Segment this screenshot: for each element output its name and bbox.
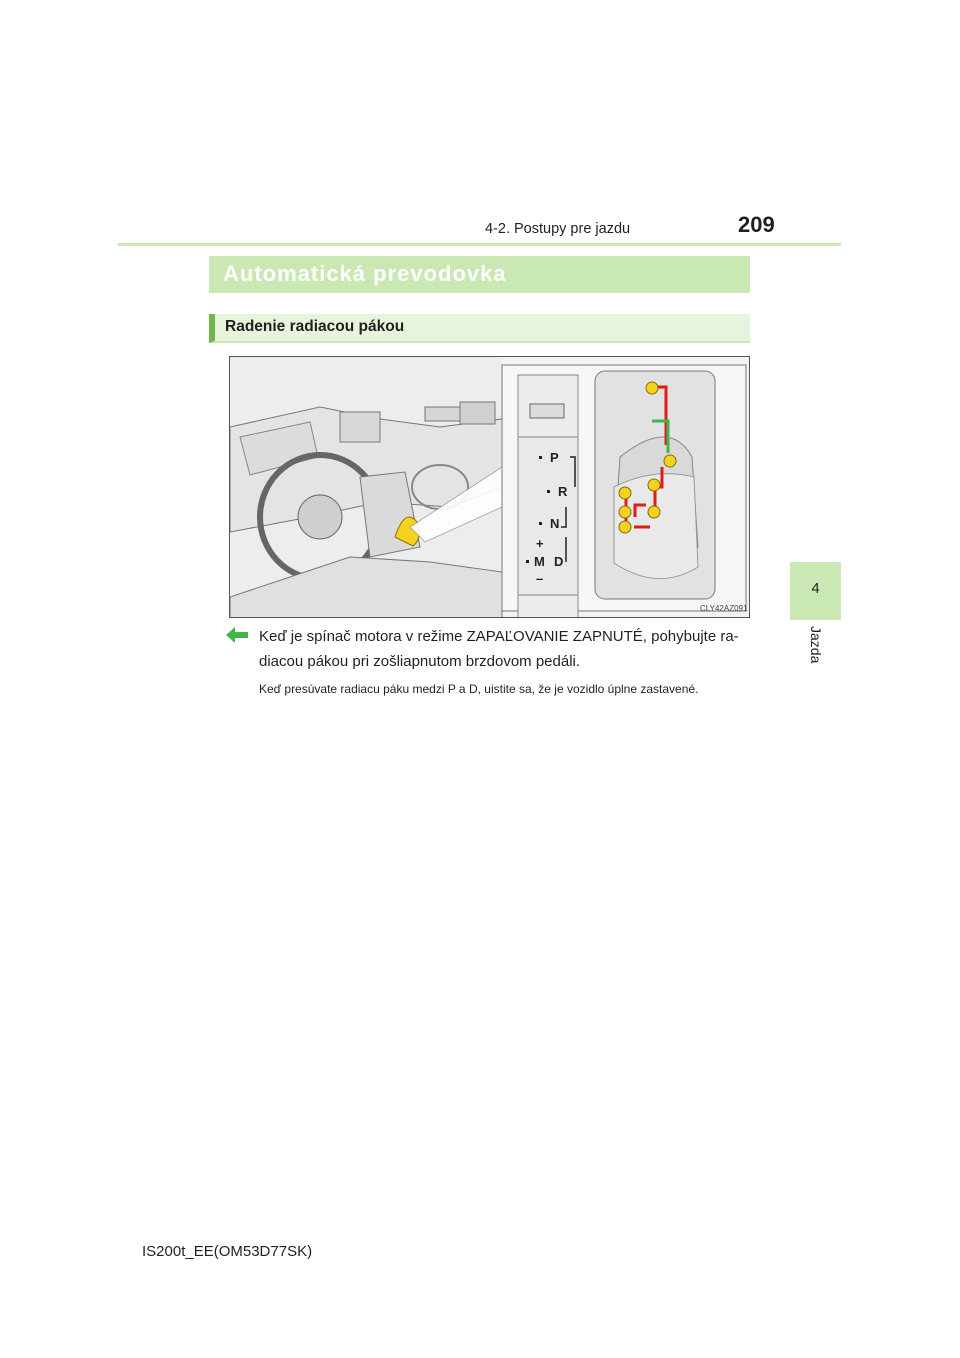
left-arrow-icon [226, 627, 248, 643]
shift-lever-figure [229, 356, 750, 618]
sub-heading-text: Radenie radiacou pákou [225, 318, 405, 335]
gate-label-n: N [550, 516, 560, 531]
chapter-label: Jazda [808, 626, 824, 664]
sub-heading [209, 314, 750, 343]
header-rule [118, 243, 841, 246]
main-heading-text: Automatická prevodovka [223, 261, 507, 286]
gate-label-minus: – [536, 571, 544, 586]
chapter-number: 4 [811, 580, 820, 597]
gate-label-d: D [554, 554, 564, 569]
section-label: 4-2. Postupy pre jazdu [485, 221, 631, 237]
main-heading [209, 256, 750, 293]
gate-label-plus: + [536, 536, 544, 551]
gate-label-p: P [550, 450, 559, 465]
instruction-text: Keď je spínač motora v režime ZAPAĽOVANIE ZAPNUTÉ, pohybujte ra-diacou pákou pri zošliapnutom brzdovom pedáli. [259, 628, 739, 670]
note-text: Keď presúvate radiacu páku medzi P a D, uistite sa, že je vozidlo úplne zastavené. [259, 682, 699, 696]
gate-label-r: R [558, 484, 568, 499]
page-number: 209 [738, 212, 775, 237]
footer-model-id: IS200t_EE(OM53D77SK) [142, 1243, 313, 1260]
gate-label-m: M [534, 554, 545, 569]
figure-illustration [230, 357, 750, 618]
chapter-side-label [806, 626, 826, 686]
figure-code: CLY42AZ091 [700, 604, 748, 613]
